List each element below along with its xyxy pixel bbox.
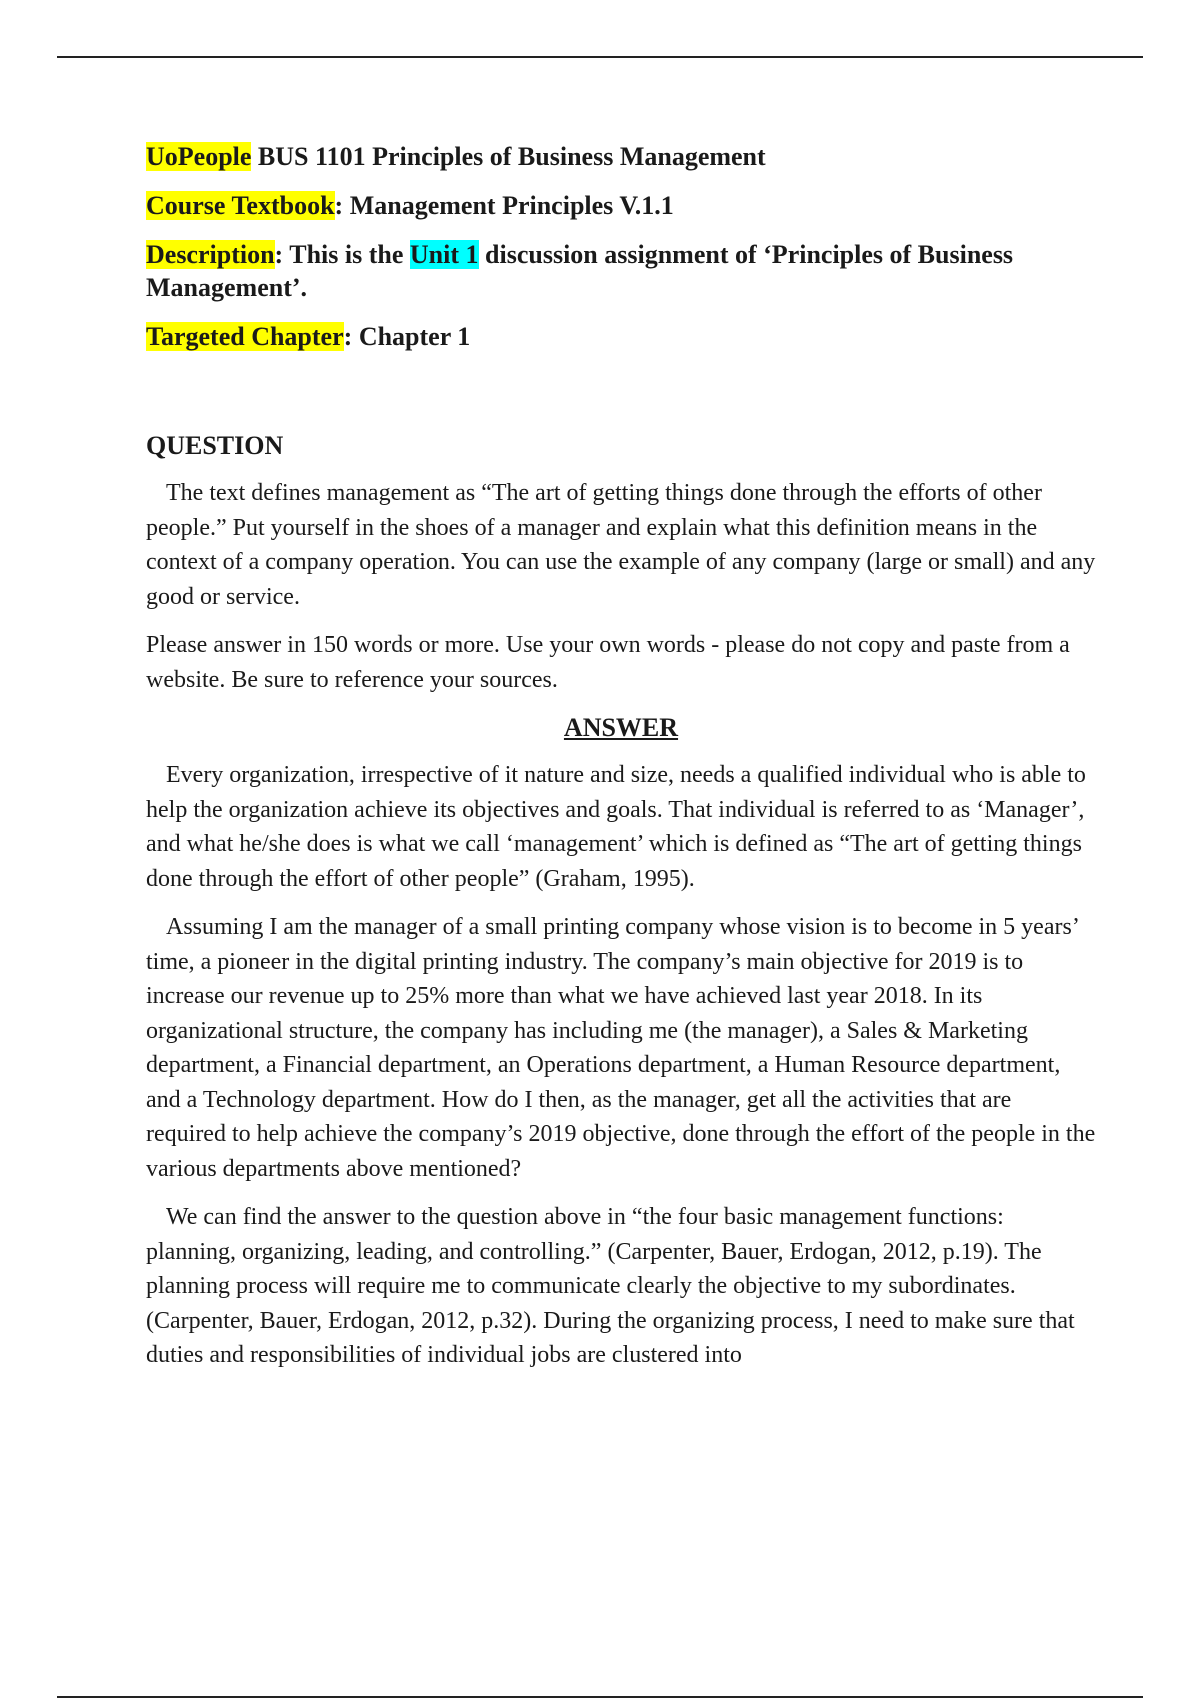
org-name: UoPeople: [146, 142, 252, 171]
textbook-line: [146, 189, 1096, 222]
document-page: [146, 140, 1096, 1387]
description-line: [146, 238, 1096, 304]
question-heading: QUESTION: [146, 431, 284, 460]
textbook-value: Management Principles V.1.1: [349, 191, 674, 220]
description-pre: This is the: [289, 240, 410, 269]
course-title-line: [146, 140, 1096, 173]
question-paragraph: The text defines management as “The art of getting things done through the efforts of other people.” Put yourself in the shoes of a manager and explain what this definition means in the context of a company operation. You can use the example of any company (large or small) and any good or service.: [146, 480, 1096, 610]
spacer: [146, 369, 1096, 429]
chapter-label: Targeted Chapter: [146, 322, 344, 351]
description-separator: :: [274, 240, 290, 269]
top-divider: [57, 56, 1143, 58]
chapter-separator: :: [343, 322, 359, 351]
answer-heading: ANSWER: [563, 713, 679, 742]
textbook-label: Course Textbook: [146, 191, 335, 220]
bottom-divider: [57, 1696, 1143, 1698]
course-title: BUS 1101 Principles of Business Management: [251, 142, 766, 171]
chapter-value: Chapter 1: [358, 322, 471, 351]
unit-label: Unit 1: [409, 240, 479, 269]
answer-paragraph: We can find the answer to the question above in “the four basic management functions: planning, organizing, leading, and controlling.” (Carpenter, Bauer, Erdogan, 2012, p.19). The planning process will require me to communicate clearly the objective to my subordinates. (Carpenter, Bauer, Erdogan, 2012, p.32). During the organizing process, I need to make sure that duties and responsibilities of individual jobs are clustered into: [146, 1204, 1075, 1368]
chapter-line: [146, 320, 1096, 353]
answer-paragraph: Assuming I am the manager of a small printing company whose vision is to become in 5 years’ time, a pioneer in the digital printing industry. The company’s main objective for 2019 is to increase our revenue up to 25% more than what we have achieved last year 2018. In its organizational structure, the company has including me (the manager), a Sales & Marketing department, a Financial department, an Operations department, a Human Resource department, and a Technology department. How do I then, as the manager, get all the activities that are required to help achieve the company’s 2019 objective, done through the effort of the people in the various departments above mentioned?: [146, 914, 1096, 1182]
description-post: discussion assignment of ‘Principles of Business Management’.: [146, 240, 1014, 302]
textbook-separator: :: [334, 191, 350, 220]
answer-paragraph: Every organization, irrespective of it nature and size, needs a qualified individual who is able to help the organization achieve its objectives and goals. That individual is referred to as ‘Manager’, and what he/she does is what we call ‘management’ which is defined as “The art of getting things done through the effort of other people” (Graham, 1995).: [146, 762, 1086, 892]
description-label: Description: [146, 240, 275, 269]
question-instructions: Please answer in 150 words or more. Use your own words - please do not copy and paste from a website. Be sure to reference your sources.: [146, 632, 1070, 693]
